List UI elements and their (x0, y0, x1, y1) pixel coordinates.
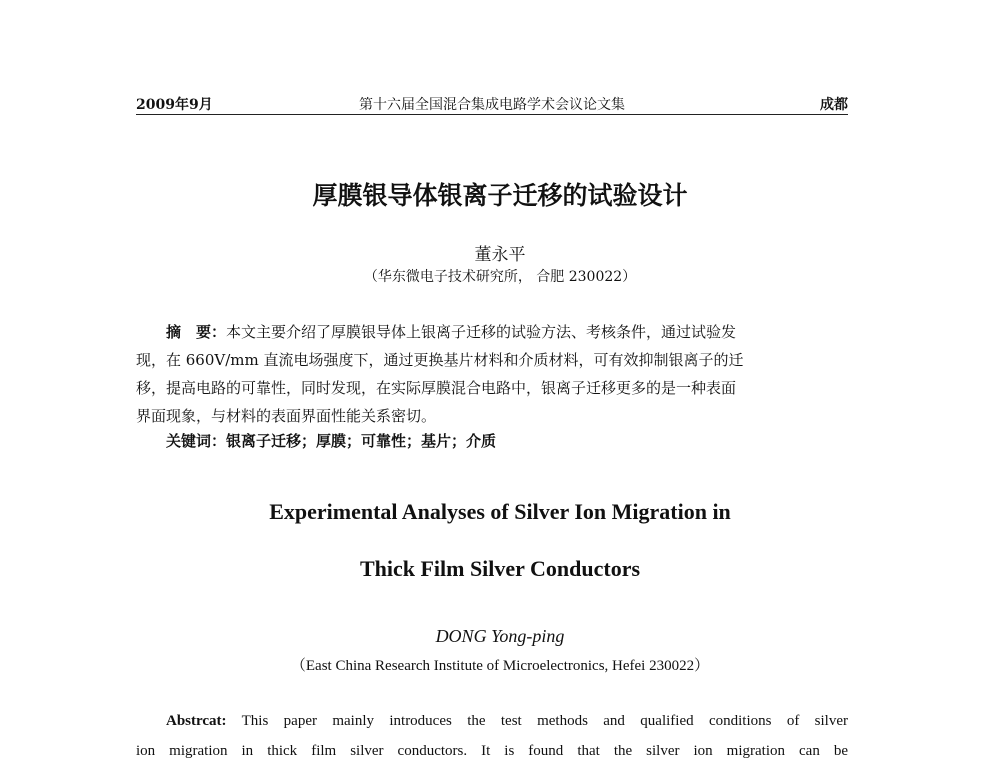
abstract-en-line-1: Abstrcat: This paper mainly introduces the test methods and qualified conditions of silver (166, 713, 848, 729)
affiliation-cn: （华东微电子技术研究所， 合肥 230022） (363, 269, 637, 285)
header-journal: 第十六届全国混合集成电路学术会议论文集 (359, 97, 625, 113)
abstract-en-label: Abstrcat: (166, 713, 227, 729)
author-en: DONG Yong-ping (435, 626, 565, 646)
paper-title-en-line-2: Thick Film Silver Conductors (359, 556, 641, 581)
keywords-cn-text: 银离子迁移；厚膜；可靠性；基片；介质 (226, 432, 497, 450)
abstract-cn-line-4: 界面现象，与材料的表面界面性能关系密切。 (136, 407, 437, 425)
paper-title-cn: 厚膜银导体银离子迁移的试验设计 (312, 181, 688, 210)
abstract-en-line-2: ion migration in thick film silver conductors. It is found that the silver ion migration can be (136, 743, 848, 759)
abstract-cn-line-3: 移，提高电路的可靠性，同时发现，在实际厚膜混合电路中，银离子迁移更多的是一种表面 (136, 379, 737, 397)
abstract-en (136, 706, 848, 766)
affiliation-en: （East China Research Institute of Microelectronics, Hefei 230022） (290, 658, 710, 674)
author-cn: 董永平 (474, 245, 526, 265)
abstract-cn-line-1: 摘 要：本文主要介绍了厚膜银导体上银离子迁移的试验方法、考核条件，通过试验发 (166, 323, 737, 341)
keywords-cn-label: 关键词： (166, 432, 227, 450)
abstract-cn-line-2: 现，在 660V/mm 直流电场强度下，通过更换基片材料和介质材料，可有效抑制银离子的迁 (136, 351, 744, 369)
abstract-cn (136, 318, 848, 430)
paper-title-en-line-1: Experimental Analyses of Silver Ion Migration in (269, 499, 731, 524)
abstract-cn-label: 摘 要： (166, 323, 227, 341)
header-date: 2009年9月 (136, 97, 213, 113)
running-header (136, 92, 848, 115)
header-location: 成都 (820, 97, 848, 113)
keywords-cn (166, 430, 496, 451)
